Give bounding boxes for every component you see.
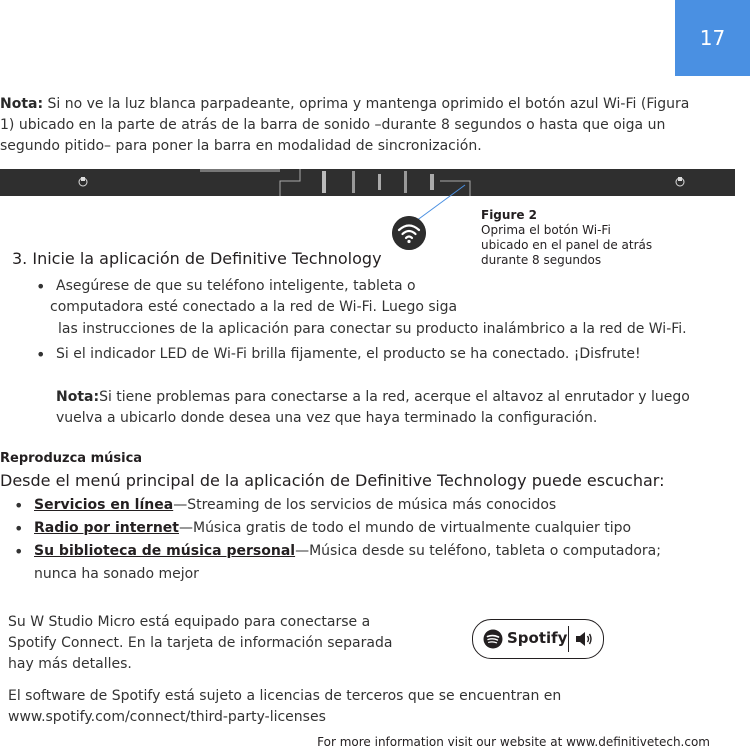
service-desc-continued: nunca ha sonado mejor (34, 566, 199, 582)
spotify-text-line: hay más detalles. (8, 656, 132, 672)
bullet-text-line: computadora esté conectado a la red de Wi-Fi. Luego siga (50, 299, 458, 315)
note-line: Si tiene problemas para conectarse a la red, acerque el altavoz al enrutador y luego (99, 389, 690, 405)
music-section-subtitle: Desde el menú principal de la aplicación de Definitive Technology puede escuchar: (0, 471, 665, 490)
spotify-text-line: Su W Studio Micro está equipado para conectarse a (8, 614, 371, 630)
panel-port (352, 171, 355, 193)
panel-port (378, 174, 381, 190)
service-name-link[interactable]: Radio por internet (34, 520, 179, 536)
soundbar-top-edge (200, 169, 280, 172)
step-3-bullet-1 (56, 276, 416, 297)
note-text: Si no ve la luz blanca parpadeante, oprima y mantenga oprimido el botón azul Wi-Fi (Figura 1) ubicado en la parte de atrás de la barra de sonido –durante 8 segundos o hasta que oiga un segundo pitido– para poner la barra en modalidad de sincronización. (0, 96, 690, 154)
figure-title: Figure 2 (481, 208, 538, 222)
figure-caption (481, 208, 652, 268)
panel-port (322, 171, 326, 193)
figure-caption-line: durante 8 segundos (481, 253, 602, 267)
service-item (34, 495, 556, 516)
service-item (34, 518, 631, 539)
panel-port (404, 171, 407, 193)
service-item (34, 541, 661, 562)
page-number: 17 (675, 0, 750, 76)
spotify-text (8, 612, 392, 675)
music-section-title: Reproduzca música (0, 451, 143, 466)
soundbar-back-illustration (0, 169, 735, 196)
license-link[interactable]: www.spotify.com/connect/third-party-licenses (8, 709, 326, 725)
speaker-icon (573, 628, 595, 650)
figure-pointer-line (415, 183, 470, 223)
top-note (0, 94, 690, 157)
step-3-bullet-2 (56, 344, 641, 365)
figure-caption-line: Oprima el botón Wi-Fi (481, 223, 611, 237)
wifi-icon (392, 216, 426, 250)
spotify-text-line: Spotify Connect. En la tarjeta de información separada (8, 635, 393, 651)
spotify-license-text (8, 686, 561, 728)
figure-caption-line: ubicado en el panel de atrás (481, 238, 653, 252)
bullet-text: Si el indicador LED de Wi-Fi brilla fijamente, el producto se ha conectado. ¡Disfrute! (56, 346, 641, 362)
bullet-text-line: las instrucciones de la aplicación para conectar su producto inalámbrico a la red de Wi-Fi. (58, 321, 687, 337)
spotify-wordmark: Spotify (507, 629, 568, 647)
service-name-link[interactable]: Servicios en línea (34, 497, 174, 513)
step-3-title: 3. Inicie la aplicación de Definitive Technology (12, 249, 382, 268)
note-label: Nota: (0, 96, 44, 112)
soundbar-body (0, 169, 735, 196)
service-desc: —Música desde su teléfono, tableta o computadora; (295, 543, 661, 559)
note-line: vuelva a ubicarlo donde desea una vez que haya terminado la configuración. (56, 410, 598, 426)
step-3-note (56, 387, 696, 429)
service-name-link[interactable]: Su biblioteca de música personal (34, 543, 296, 559)
license-line: El software de Spotify está sujeto a licencias de terceros que se encuentran en (8, 688, 562, 704)
badge-divider (568, 626, 569, 652)
spotify-logo-icon (483, 629, 503, 649)
service-desc: —Música gratis de todo el mundo de virtualmente cualquier tipo (178, 520, 632, 536)
footer-text: For more information visit our website at www.definitivetech.com (317, 735, 710, 749)
note-label: Nota: (56, 389, 100, 405)
bullet-text-line: Asegúrese de que su teléfono inteligente, tableta o (56, 278, 416, 294)
service-desc: —Streaming de los servicios de música más conocidos (173, 497, 557, 513)
spotify-connect-badge (472, 619, 604, 659)
